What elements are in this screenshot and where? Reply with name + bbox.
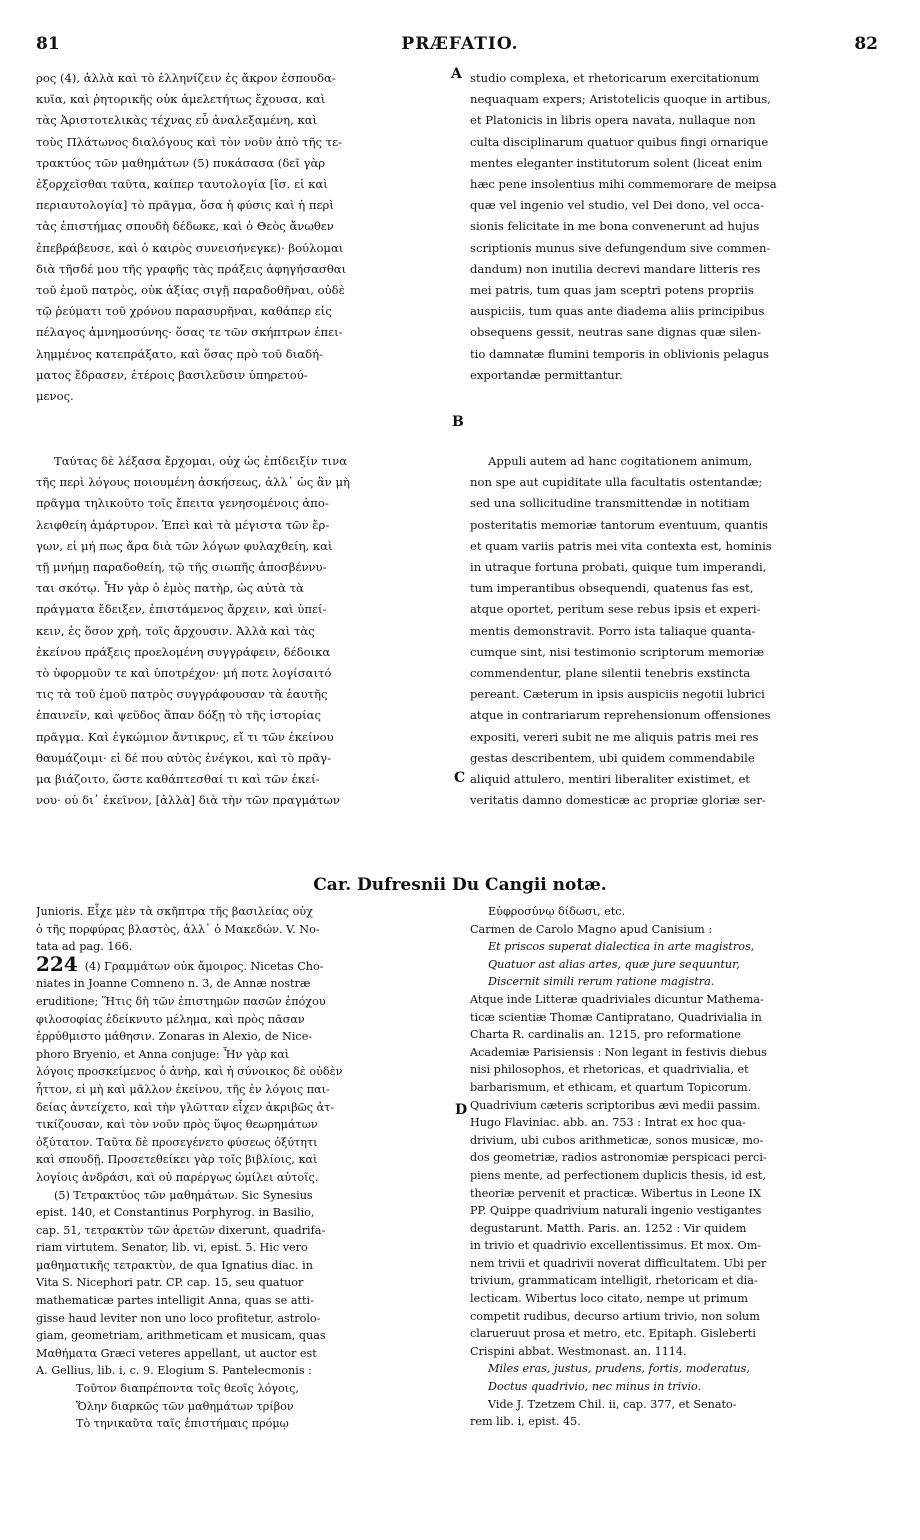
page-number-right: 82 [854,34,878,54]
note-text: Vide J. Tzetzem Chil. ii, cap. 377, et Senato- [488,1397,737,1411]
text-line: πέλαγος ἀμνημοσύνης· ὅσας τε τῶν σκήπτρων ἐπει- [36,325,343,340]
text-line: obsequens gessit, neutras sane dignas quæ silen- [470,325,762,340]
greek-text-column-top [36,68,448,407]
note-text: Academiæ Parisiensis : Non legant in festivis diebus [470,1045,767,1059]
note-text: λογίοις ἀνδράσι, καὶ οὐ παρέργως ὡμίλει αὐτοῖς. [36,1170,319,1184]
note-line [36,1169,454,1187]
note-line [36,1099,454,1117]
text-line: et quam variis patris mei vita contexta est, hominis [470,538,772,553]
note-line [470,903,886,921]
text-line: dandum) non inutilia decrevi mandare litteris res [470,261,761,276]
text-line: exportandæ permittantur. [470,367,623,382]
text-line: λειφθείη ἀμάρτυρον. Ἐπεὶ καὶ τὰ μέγιστα τῶν ἔρ- [36,517,330,532]
note-line [470,956,886,974]
text-line: commendentur, plane silentii tenebris exstincta [470,666,751,681]
note-text: (4) Γραμμάτων οὐκ ἄμοιρος. Nicetas Cho- [84,959,324,973]
note-line [36,1362,454,1380]
note-text: clarueruut prosa et metro, etc. Epitaph. Gisleberti [470,1327,757,1341]
note-text: Vita S. Nicephori patr. CP. cap. 15, seu quatuor [36,1276,304,1290]
page-number-left: 81 [36,34,60,54]
margin-mark-c: C [454,770,466,786]
running-title: PRÆFATIO. [401,34,519,54]
note-text: mathematicæ partes intelligit Anna, quas se atti- [36,1294,314,1308]
note-text: ὀξύτατον. Ταῦτα δὲ προσεγένετο φύσεως ὀξύτητι [36,1135,318,1149]
note-line [470,1237,886,1255]
note-line [470,1220,886,1238]
text-line: ἐκείνου πράξεις προελομένη συγγράφειν, δέδοικα [36,644,331,659]
note-line [470,1378,886,1396]
note-line [36,1257,454,1275]
note-line [36,1081,454,1099]
note-line [470,1308,886,1326]
text-line: τῇ μνήμῃ παραδοθείη, τῷ τῆς σιωπῆς ἀποσβέννυ- [36,560,327,575]
note-line [36,1046,454,1064]
text-line: τὸ ὑφορμοῦν τε καὶ ὑποτρέχον· μή ποτε λογίσαιτό [36,666,332,681]
note-line [470,1255,886,1273]
text-line: veritatis damno domesticæ ac propriæ gloriæ ser- [470,793,766,808]
note-text: δείας ἀντείχετο, καὶ τὴν γλῶτταν εἶχεν ἀκριβῶς ἀτ- [36,1100,335,1114]
note-line [36,921,454,939]
margin-page-number: 224 [36,955,85,976]
note-line [470,921,886,939]
notes-column-left [36,903,454,1433]
note-line [470,1202,886,1220]
note-line [36,1415,454,1433]
text-line: Ταύτας δὲ λέξασα ἔρχομαι, οὐχ ὡς ἐπίδειξίν τινα [54,454,348,468]
note-line [36,1222,454,1240]
note-text: tata ad pag. 166. [36,940,133,954]
note-line [470,1396,886,1414]
text-line: auspiciis, tum quas ante diadema aliis principibus [470,304,765,319]
text-line: scriptionis munus sive defungendum sive commen- [470,240,771,255]
note-line [470,973,886,991]
text-line: τοῦ ἐμοῦ πατρὸς, οὐκ ἀξίας σιγῇ παραδοθῆναι, οὐδὲ [36,283,345,298]
text-line: μενος. [36,389,74,404]
text-line: τὰς ἐπιστήμας σπουδὴ δέδωκε, καὶ ὁ Θεὸς ἄνωθεν [36,219,334,234]
note-text: lecticam. Wibertus loco citato, nempe ut primum [470,1292,748,1306]
note-line [36,1187,454,1205]
note-text: Quadrivium cæteris scriptoribus ævi medii passim. [470,1098,761,1112]
note-line [470,1061,886,1079]
note-line [470,1009,886,1027]
note-text: Μαθήματα Græci veteres appellant, ut auctor est [36,1346,317,1360]
note-text: nisi philosophos, et rhetoricas, et quadrivialia, et [470,1063,749,1077]
text-line: in utraque fortuna probati, quique tum imperandi, [470,560,767,575]
note-text: A. Gellius, lib. i, c. 9. Elogium S. Pantelecmonis : [36,1364,312,1378]
note-text: trivium, grammaticam intelligit, rhetoricam et dia- [470,1274,758,1288]
note-line [36,1134,454,1152]
text-line: πρᾶγμα. Καὶ ἐγκώμιον ἄντικρυς, εἴ τι τῶν ἐκείνου [36,729,334,744]
note-text: dos geometriæ, radios astronomiæ perspicaci perci- [470,1151,767,1165]
text-line: τοὺς Πλάτωνος διαλόγους καὶ τὸν νοῦν ἀπὸ τῆς τε- [36,134,343,149]
note-line [36,1063,454,1081]
note-line [36,903,454,921]
note-line [36,1274,454,1292]
text-line: τῆς περὶ λόγους ποιουμένη ἀσκήσεως, ἀλλ᾽ ὡς ἂν μὴ [36,475,350,490]
note-text: Τὸ τηνικαῦτα ταῖς ἐπιστήμαις πρόμῳ [76,1417,289,1431]
note-text: Doctus quadrivio, nec minus in trivio. [488,1380,702,1394]
margin-mark-a: A [451,66,462,82]
text-line: cumque sint, nisi testimonio scriptorum memoriæ [470,644,765,659]
margin-mark-b: B [452,414,464,430]
note-text: Discernit simili rerum ratione magistra. [488,975,715,989]
note-line [36,1204,454,1222]
note-line [470,1413,886,1431]
text-line: ἐπαινεῖν, καὶ ψεῦδος ἅπαν δόξῃ τὸ τῆς ἱστορίας [36,708,321,723]
text-line: non spe aut cupiditate ulla facultatis ostentandæ; [470,475,763,490]
note-text: φιλοσοφίας ἐδείκνυτο μέλημα, καὶ πρὸς πᾶσαν [36,1012,305,1026]
note-text: (5) Τετρακτύος τῶν μαθημάτων. Sic Synesius [54,1188,313,1202]
text-line: atque in contrariarum reprehensionum offensiones [470,708,771,723]
text-line: τις τὰ τοῦ ἐμοῦ πατρὸς συγγράφουσαν τὰ ἑαυτῆς [36,687,328,702]
note-text: Miles eras, justus, prudens, fortis, moderatus, [488,1362,750,1376]
text-line: κυῖα, καὶ ῥητορικῆς οὐκ ἀμελετήτως ἔχουσα, καὶ [36,92,326,107]
note-text: ἐρρύθμιστο μάθησιν. Zonaras in Alexio, de Nice- [36,1030,313,1044]
note-line [36,1011,454,1029]
notes-heading: Car. Dufresnii Du Cangii notæ. [313,875,607,895]
note-line [36,1028,454,1046]
note-text: gisse haud leviter non uno loco profitetur, astrolo- [36,1311,321,1325]
text-line: νου· οὐ δι᾽ ἐκεῖνον, [ἀλλὰ] διὰ τὴν τῶν πραγμάτων [36,793,340,808]
note-text: Τοῦτον διαπρέποντα τοῖς θεοῖς λόγοις, [76,1382,299,1396]
note-text: giam, geometriam, arithmeticam et musicam, quas [36,1329,326,1343]
text-line: tum imperantibus obsequendi, quatenus fas est, [470,581,754,596]
note-line [36,1292,454,1310]
note-text: nem trivii et quadrivii noverat difficultatem. Ubi per [470,1256,767,1270]
text-line: atque oportet, peritum sese rebus ipsis et experi- [470,602,761,617]
note-text: Atque inde Litteræ quadriviales dicuntur Mathema- [470,992,764,1006]
note-text: piens mente, ad perfectionem duplicis thesis, id est, [470,1168,766,1182]
note-text: λόγοις προσκείμενος ὁ ἀνὴρ, καὶ ἡ σύνοικος δὲ οὐδὲν [36,1065,343,1079]
note-line [36,1398,454,1416]
text-line: ται σκότῳ. Ἦν γὰρ ὁ ἐμὸς πατὴρ, ὡς αὐτὰ τὰ [36,581,304,596]
note-text: epist. 140, et Constantinus Porphyrog. in Basilio, [36,1206,315,1220]
note-text: καὶ σπουδῇ. Προσετεθείκει γὰρ τοῖς βιβλίοις, καὶ [36,1153,318,1167]
note-text: phoro Bryenio, et Anna conjuge: Ἦν γὰρ καὶ [36,1047,290,1061]
notes-column-right [470,903,886,1431]
note-line [470,1044,886,1062]
text-line: ἐπεβράβευσε, καὶ ὁ καιρὸς συνεισήνεγκε)· βούλομαι [36,240,344,255]
note-text: eruditione; Ἥτις δὴ τῶν ἐπιστημῶν πασῶν ἐπόχου [36,994,326,1008]
text-line: τῷ ῥεύματι τοῦ χρόνου παρασυρῆναι, καθάπερ εἰς [36,304,332,319]
note-line [470,1114,886,1132]
text-line: πρᾶγμα τηλικοῦτο τοῖς ἔπειτα γενησομένοις ἀπο- [36,496,329,511]
note-line [36,1116,454,1134]
note-line [470,991,886,1009]
text-line: posteritatis memoriæ tantorum eventuum, quantis [470,517,769,532]
note-line [36,1151,454,1169]
note-text: ὁ τῆς πορφύρας βλαστὸς, ἀλλ᾽ ὁ Μακεδών. V. No- [36,922,320,936]
text-line: ἐξορχεῖσθαι ταῦτα, καίπερ ταυτολογία [ἴσ. εἰ καὶ [36,177,328,192]
note-text: degustarunt. Matth. Paris. an. 1252 : Vir quidem [470,1221,747,1235]
text-line: hæc pene insolentius mihi commemorare de meipsa [470,177,777,192]
note-line [36,1345,454,1363]
note-text: Carmen de Carolo Magno apud Canisium : [470,922,713,936]
note-text: barbarismum, et ethicam, et quartum Topicorum. [470,1080,752,1094]
note-text: Crispini abbat. Westmonast. an. 1114. [470,1344,687,1358]
note-text: ticæ scientiæ Thomæ Cantipratano, Quadrivialia in [470,1010,762,1024]
note-text: riam virtutem. Senator, lib. vi, epist. 5. Hic vero [36,1241,308,1255]
note-text: cap. 51, τετρακτὺν τῶν ἀρετῶν dixerunt, quadrifa- [36,1223,326,1237]
text-line: κειν, ἐς ὅσον χρὴ, τοῖς ἄρχουσιν. Ἀλλὰ καὶ τὰς [36,623,315,638]
text-line: θαυμάζοιμι· εἰ δέ που αὐτὸς ἐνέγκοι, καὶ τὸ πρᾶγ- [36,750,332,765]
text-line: λημμένος κατεπράξατο, καὶ ὅσας πρὸ τοῦ διαδή- [36,346,323,361]
text-line: sionis felicitate in me bona convenerunt ad hujus [470,219,760,234]
note-text: μαθηματικῆς τετρακτὺν, de qua Ignatius diac. in [36,1258,313,1272]
note-line [36,938,454,956]
note-text: niates in Joanne Comneno n. 3, de Annæ nostræ [36,977,311,991]
margin-mark-d: D [455,1102,468,1118]
note-line [470,938,886,956]
note-text: PP. Quippe quadrivium naturali ingenio vestigantes [470,1204,762,1218]
note-line [36,956,454,976]
text-line: gestas describentem, ubi quidem commendabile [470,750,755,765]
text-line: culta disciplinarum quatuor quibus fingi ornarique [470,134,769,149]
text-line: quæ vel ingenio vel studio, vel Dei dono, vel occa- [470,198,765,213]
note-text: drivium, ubi cubos arithmeticæ, sonos musicæ, mo- [470,1133,764,1147]
note-line [470,1149,886,1167]
text-line: mei patris, tum quas jam sceptri potens propriis [470,283,754,298]
note-line [470,1185,886,1203]
note-text: Junioris. Εἶχε μὲν τὰ σκῆπτρα τῆς βασιλείας οὐχ [36,905,313,918]
text-line: studio complexa, et rhetoricarum exercitationum [470,71,760,85]
note-text: ἧττον, εἰ μὴ καὶ μᾶλλον ἐκείνου, τῆς ἐν λόγοις παι- [36,1082,330,1096]
note-line [470,1026,886,1044]
note-text: Εὐφροσύνῳ δίδωσι, etc. [488,905,626,918]
note-text: Hugo Flaviniac. abb. an. 753 : Intrat ex hoc qua- [470,1116,746,1130]
note-line [36,1310,454,1328]
note-text: Quatuor ast alias artes, quæ jure sequuntur, [488,957,740,971]
text-line: διὰ τῆσδέ μου τῆς γραφῆς τὰς πράξεις ἀφηγήσασθαι [36,261,347,276]
note-line [36,1327,454,1345]
note-line [36,975,454,993]
text-line: γων, εἰ μή πως ἄρα διὰ τῶν λόγων φυλαχθείη, καὶ [36,538,333,553]
text-line: τρακτύος τῶν μαθημάτων (5) πυκάσασα (δεῖ γὰρ [36,155,326,170]
text-line: sed una sollicitudine transmittendæ in notitiam [470,496,750,511]
text-line: pereant. Cæterum in ipsis auspiciis negotii lubrici [470,687,765,702]
note-text: τικίζουσαν, καὶ τὸν νοῦν πρὸς ὕψος θεωρημάτων [36,1118,318,1132]
note-text: Ὅλην διαρκῶς τῶν μαθημάτων τρίβον [76,1399,294,1413]
text-line: ρος (4), ἀλλὰ καὶ τὸ ἑλληνίζειν ἐς ἄκρον ἐσπουδα- [36,71,336,85]
text-line: mentes eleganter institutorum solent (liceat enim [470,155,763,170]
text-line: ματος ἔδρασεν, ἑτέροις βασιλεῦσιν ὑπηρετού- [36,367,308,382]
text-line: expositi, vereri subit ne me aliquis patris mei res [470,729,759,744]
note-line [470,1079,886,1097]
note-line [36,1380,454,1398]
latin-text-column-middle [470,451,884,811]
text-line: tio damnatæ flumini temporis in oblivionis pelagus [470,346,770,361]
text-line: aliquid attulero, mentiri liberaliter existimet, et [470,772,750,787]
note-line [470,1325,886,1343]
note-line [36,993,454,1011]
note-line [470,1272,886,1290]
note-text: Charta R. cardinalis an. 1215, pro reformatione [470,1028,741,1042]
text-line: et Platonicis in libris opera navata, nullaque non [470,113,756,128]
note-line [36,1239,454,1257]
text-line: περιαυτολογία] τὸ πρᾶγμα, ὅσα ἡ φύσις καὶ ἡ περὶ [36,198,334,213]
note-line [470,1097,886,1115]
greek-text-column-middle [36,451,448,811]
note-text: competit rudibus, decurso artium trivio, non solum [470,1309,760,1323]
note-text: rem lib. i, epist. 45. [470,1415,581,1429]
note-line [470,1343,886,1361]
note-line [470,1167,886,1185]
text-line: Appuli autem ad hanc cogitationem animum, [488,454,753,468]
note-line [470,1132,886,1150]
note-line [470,1360,886,1378]
note-text: in trivio et quadrivio excellentissimus. Et mox. Om- [470,1239,762,1253]
text-line: nequaquam expers; Aristotelicis quoque in artibus, [470,92,771,107]
text-line: μα βιάζοιτο, ὥστε καθάπτεσθαί τι καὶ τῶν ἐκεί- [36,772,320,787]
text-line: mentis demonstravit. Porro ista taliaque quanta- [470,623,756,638]
note-line [470,1290,886,1308]
note-text: theoriæ pervenit et practicæ. Wibertus in Leone IX [470,1186,761,1200]
text-line: πράγματα ἔδειξεν, ἐπιστάμενος ἄρχειν, καὶ ὑπεί- [36,602,327,617]
latin-text-column-top [470,68,884,386]
note-text: Et priscos superat dialectica in arte magistros, [488,940,755,954]
text-line: τὰς Ἀριστοτελικὰς τέχνας εὖ ἀναλεξαμένη, καὶ [36,113,318,128]
